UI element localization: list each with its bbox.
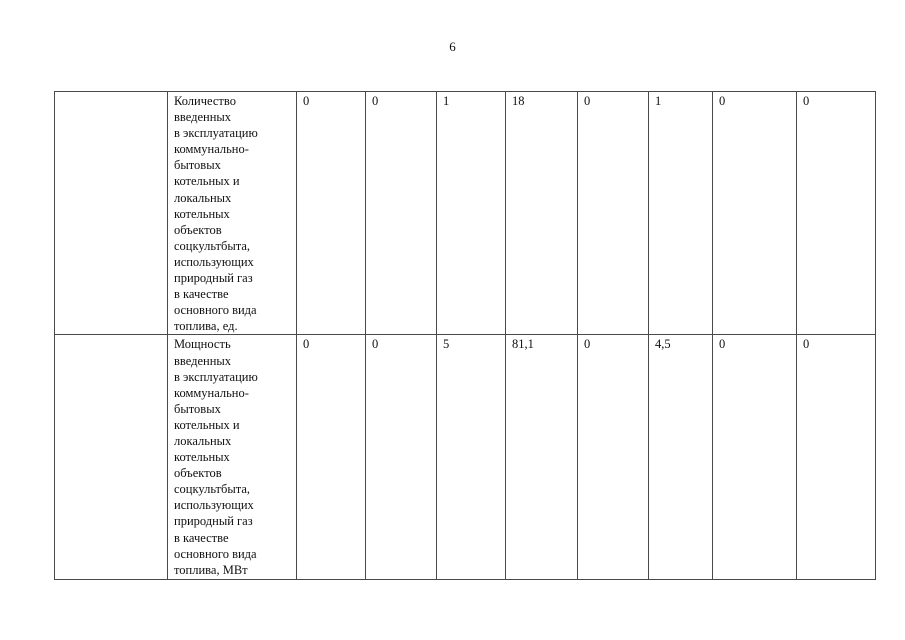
indicator-line: топлива, ед. (174, 319, 238, 334)
value-cell: 1 (649, 92, 713, 335)
value-cell: 0 (297, 335, 366, 580)
value-cell: 0 (297, 92, 366, 335)
data-table (54, 91, 876, 580)
indicator-line: котельных (174, 206, 230, 221)
value-cell: 0 (366, 335, 437, 580)
value-cell: 0 (366, 92, 437, 335)
indicator-line: коммунально- (174, 142, 249, 157)
indicator-line: в эксплуатацию (174, 126, 258, 141)
indicator-line: локальных (174, 190, 232, 205)
value-cell: 5 (437, 335, 506, 580)
indicator-line: коммунально- (174, 385, 249, 400)
indicator-line: котельных и (174, 417, 240, 432)
value-cell: 0 (578, 335, 649, 580)
value-cell: 0 (713, 92, 797, 335)
indicator-cell (168, 335, 297, 580)
indicator-line: бытовых (174, 158, 221, 173)
indicator-line: локальных (174, 433, 232, 448)
row-first-cell (55, 92, 168, 335)
indicator-cell (168, 92, 297, 335)
indicator-line: Количество (174, 94, 236, 108)
indicator-line: котельных и (174, 174, 240, 189)
indicator-line: использующих (174, 254, 254, 269)
indicator-line: основного вида (174, 303, 257, 318)
indicator-line: введенных (174, 110, 232, 125)
indicator-line: использующих (174, 498, 254, 513)
value-cell: 0 (578, 92, 649, 335)
indicator-line: в качестве (174, 530, 229, 545)
value-cell: 0 (713, 335, 797, 580)
indicator-line: топлива, МВт (174, 562, 248, 577)
value-cell: 81,1 (506, 335, 578, 580)
indicator-line: природный газ (174, 271, 253, 286)
indicator-line: в качестве (174, 287, 229, 302)
page-number: 6 (449, 39, 456, 54)
indicator-line: соцкультбыта, (174, 238, 251, 253)
indicator-line: соцкультбыта, (174, 482, 251, 497)
table-row (55, 92, 876, 335)
value-cell: 1 (437, 92, 506, 335)
table-row (55, 335, 876, 580)
value-cell: 4,5 (649, 335, 713, 580)
value-cell: 0 (797, 335, 876, 580)
indicator-line: Мощность (174, 337, 231, 352)
indicator-line: бытовых (174, 401, 221, 416)
value-cell: 0 (797, 92, 876, 335)
row-first-cell (55, 335, 168, 580)
indicator-line: объектов (174, 222, 222, 237)
indicator-line: природный газ (174, 514, 253, 529)
indicator-line: котельных (174, 450, 230, 465)
indicator-line: объектов (174, 466, 222, 481)
indicator-line: введенных (174, 353, 232, 368)
indicator-line: основного вида (174, 546, 257, 561)
value-cell: 18 (506, 92, 578, 335)
indicator-line: в эксплуатацию (174, 369, 258, 384)
